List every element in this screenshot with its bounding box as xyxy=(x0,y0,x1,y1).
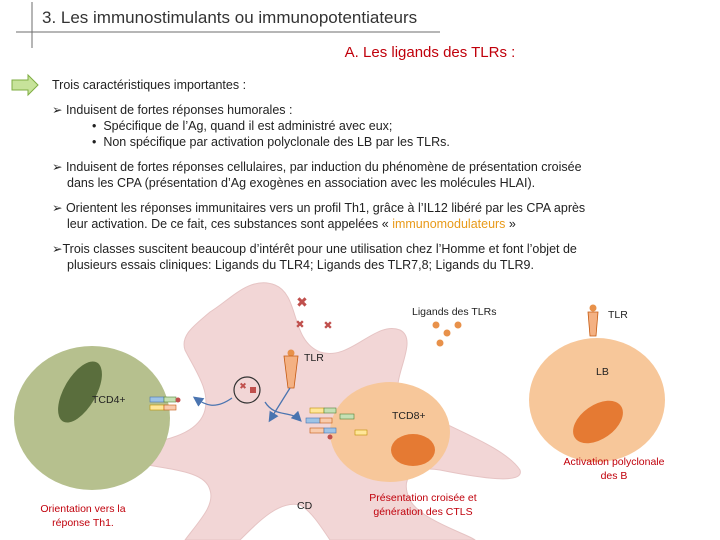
bullet-item-4-cont: plusieurs essais cliniques: Ligands du TLR4; Ligands des TLR7,8; Ligands du TLR9. xyxy=(67,258,534,272)
tlr-label-right: TLR xyxy=(608,309,628,321)
svg-text:✖: ✖ xyxy=(323,319,333,332)
tcd4-label: TCD4+ xyxy=(92,394,126,406)
lb-cell xyxy=(529,338,665,462)
bullet-item-3-cont: leur activation. De ce fait, ces substances sont appelées « immunomodulateurs » xyxy=(67,217,516,231)
tcd8-cell xyxy=(330,382,450,482)
svg-text:✖: ✖ xyxy=(296,295,308,311)
ligands-label: Ligands des TLRs xyxy=(412,306,497,318)
bullet-item-4: ➢Trois classes suscitent beaucoup d’intérêt pour une utilisation chez l’Homme et font l’objet de xyxy=(52,242,577,256)
tcd8-label: TCD8+ xyxy=(392,410,426,422)
tlr-receptor-right xyxy=(588,305,598,337)
bullet-list xyxy=(52,102,692,273)
bullet-item-1: ➢ Induisent de fortes réponses humorales : xyxy=(52,103,293,117)
sub-bullet-1: • Spécifique de l’Ag, quand il est administré avec eux; xyxy=(92,119,393,133)
section-subtitle: A. Les ligands des TLRs : xyxy=(344,44,516,61)
sub-bullet-2: • Non spécifique par activation polyclonale des LB par les TLRs. xyxy=(92,135,450,149)
tlr-label-center: TLR xyxy=(304,352,324,364)
highlight-term: immunomodulateurs xyxy=(392,217,506,231)
svg-text:✖: ✖ xyxy=(239,382,247,392)
orientation-label: Orientation vers la réponse Th1. xyxy=(40,503,126,529)
tcd8-nucleus xyxy=(391,434,435,466)
svg-text:✖: ✖ xyxy=(295,318,305,331)
activation-label: Activation polyclonale des B xyxy=(563,456,665,482)
presentation-label: Présentation croisée et génération des CTLS xyxy=(369,492,477,518)
lb-label: LB xyxy=(596,366,609,378)
bullet-item-2: ➢ Induisent de fortes réponses cellulaires, par induction du phénomène de présentation croisée xyxy=(52,160,582,174)
slide-title: 3. Les immunostimulants ou immunopotentiateurs xyxy=(42,8,418,27)
bullet-item-3: ➢ Orientent les réponses immunitaires vers un profil Th1, grâce à l’IL12 libéré par les CPA après xyxy=(52,201,586,215)
ligand-crosses xyxy=(295,295,332,332)
ligand-dots xyxy=(433,322,462,347)
arrow-icon xyxy=(12,75,38,95)
bullet-item-2-cont: dans les CPA (présentation d’Ag exogènes en association avec les molécules HLAI). xyxy=(67,176,536,190)
cd-label: CD xyxy=(297,500,313,512)
intro-text: Trois caractéristiques importantes : xyxy=(52,78,247,92)
